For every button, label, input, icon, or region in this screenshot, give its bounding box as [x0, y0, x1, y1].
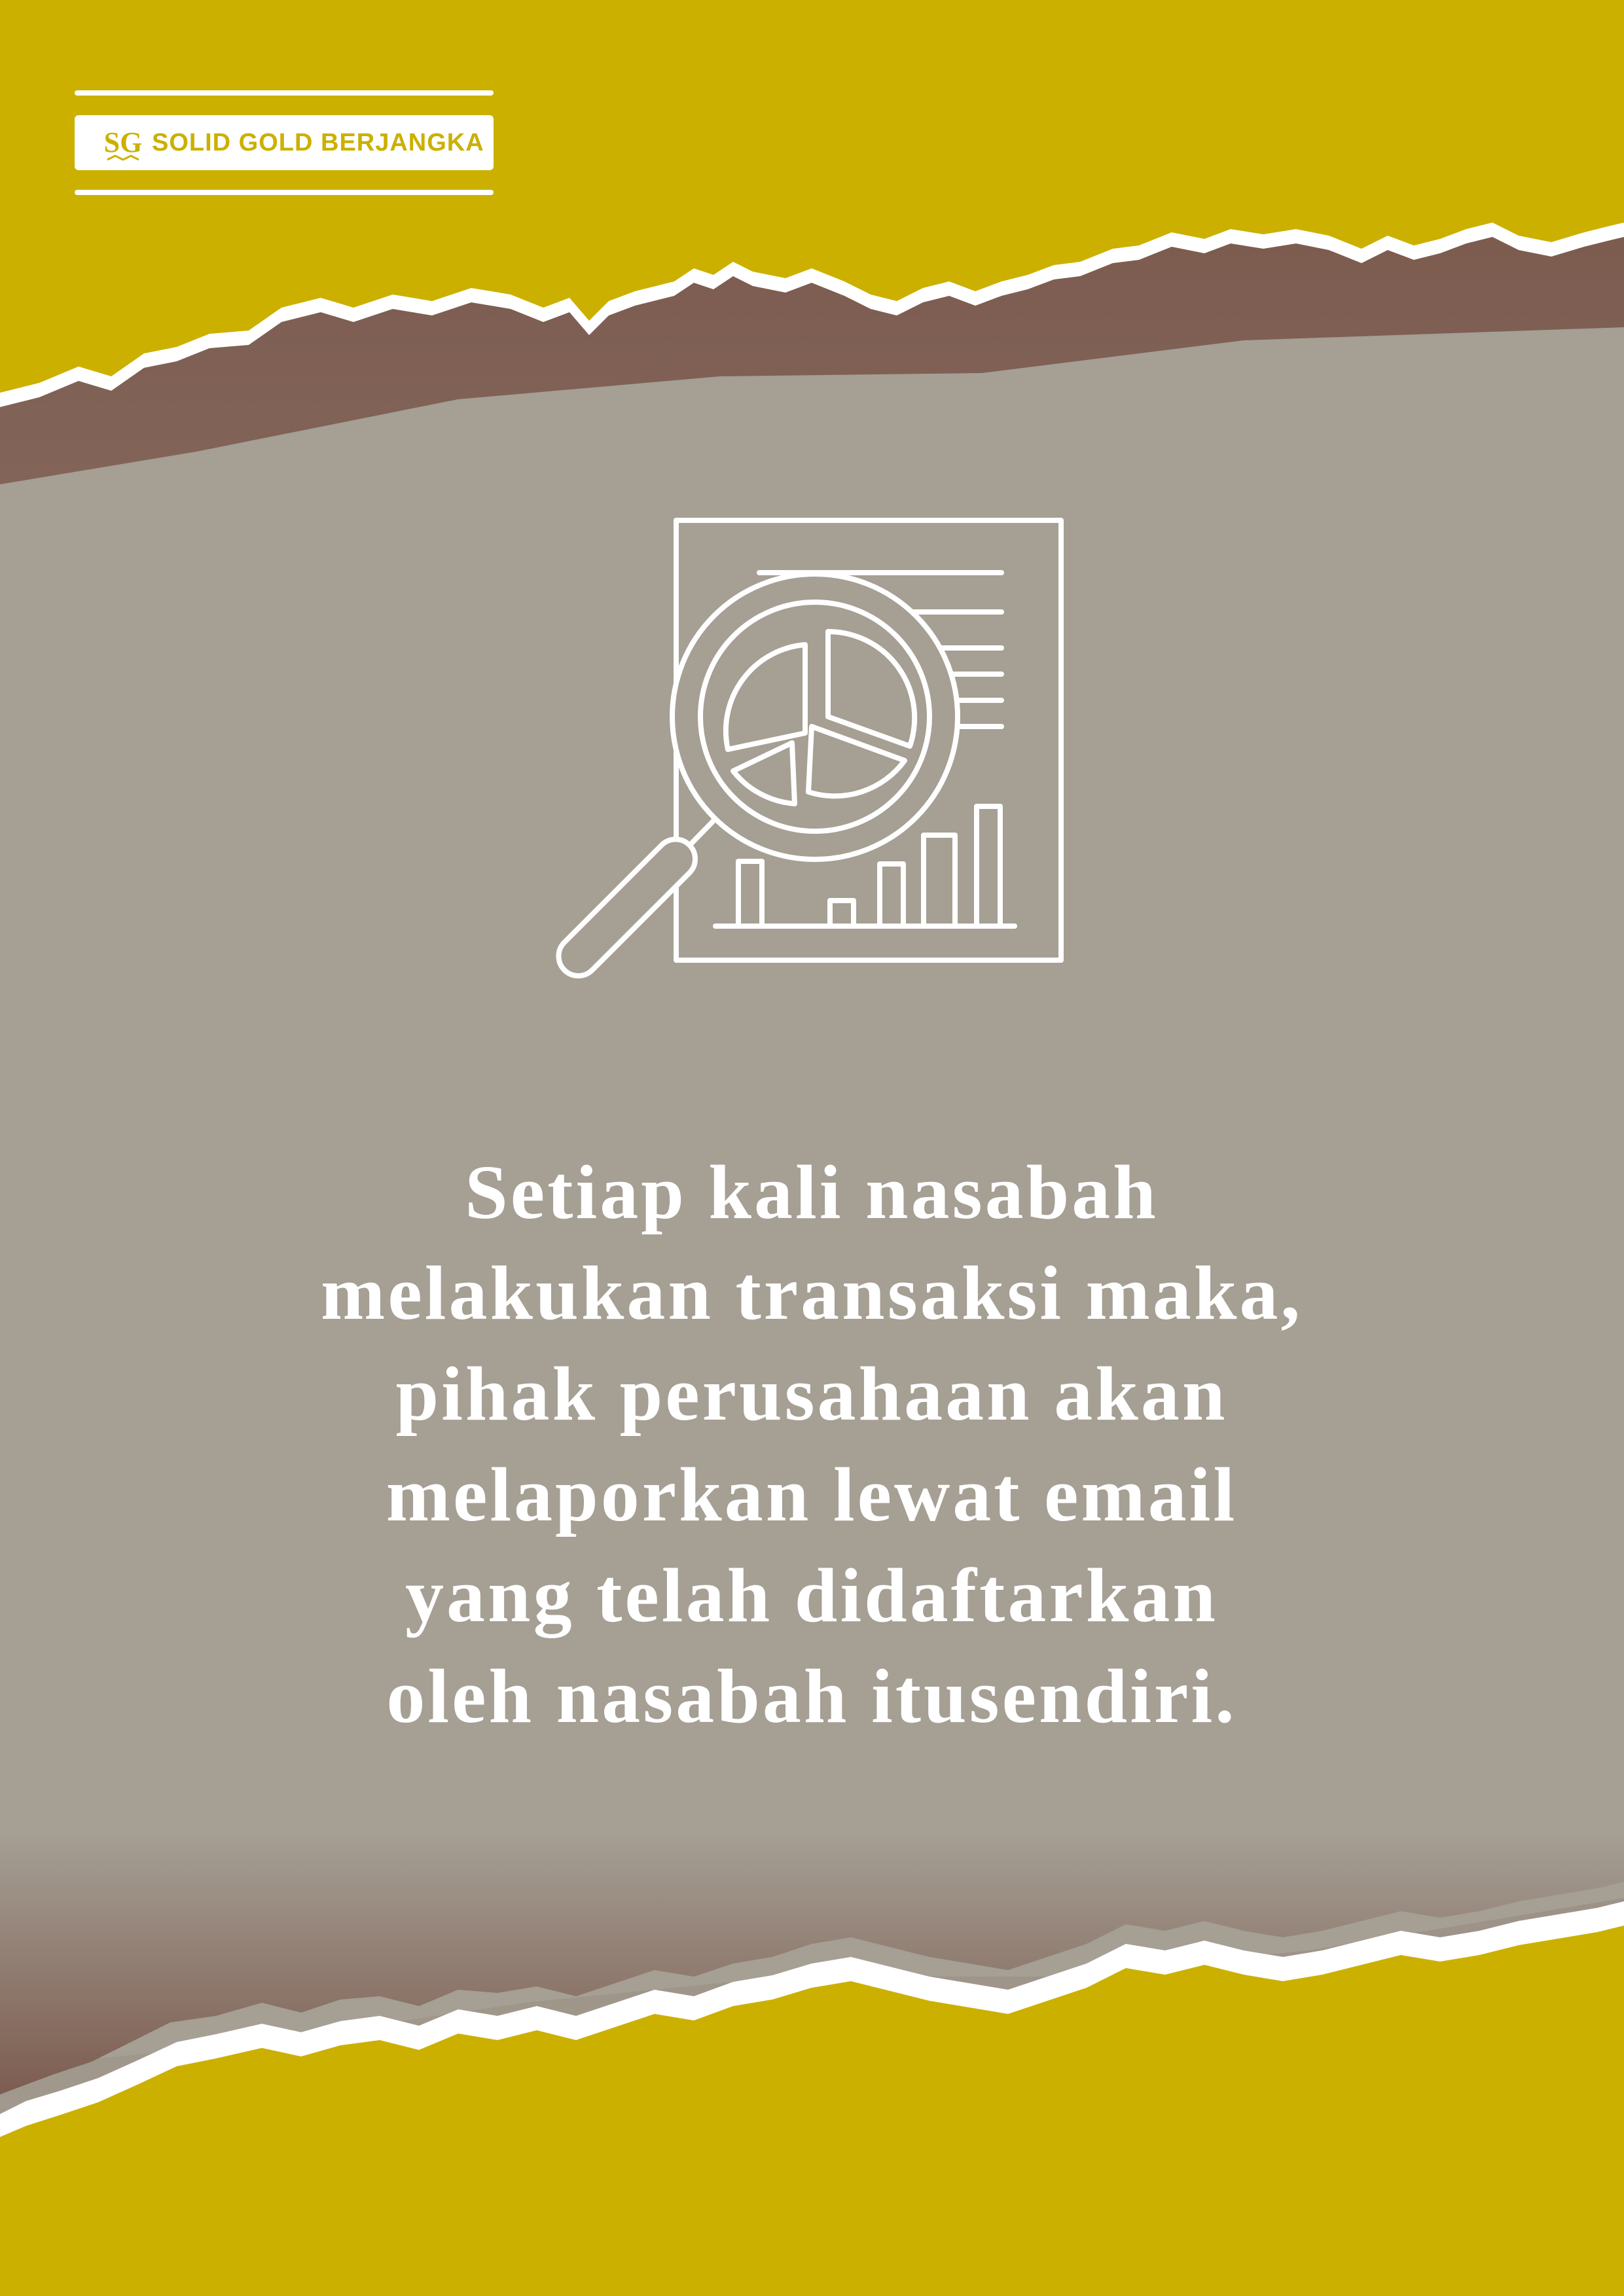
message-line-2: melakukan transaksi maka, [321, 1250, 1303, 1336]
logo-plate [75, 115, 494, 170]
message-line-1: Setiap kali nasabah [465, 1149, 1159, 1235]
message-line-4: melaporkan lewat email [386, 1452, 1238, 1537]
message-line-6: oleh nasabah itusendiri. [386, 1653, 1237, 1739]
brand-name: SOLID GOLD BERJANGKA [152, 128, 484, 156]
brand-logo [75, 90, 494, 195]
message-line-5: yang telah didaftarkan [405, 1552, 1218, 1638]
sg-monogram-icon [102, 119, 144, 166]
svg-text:SG: SG [103, 126, 143, 158]
message-line-3: pihak perusahaan akan [395, 1351, 1228, 1437]
main-message [92, 1142, 1532, 1747]
logo-rule-top [75, 90, 494, 96]
logo-rule-bottom [75, 190, 494, 195]
